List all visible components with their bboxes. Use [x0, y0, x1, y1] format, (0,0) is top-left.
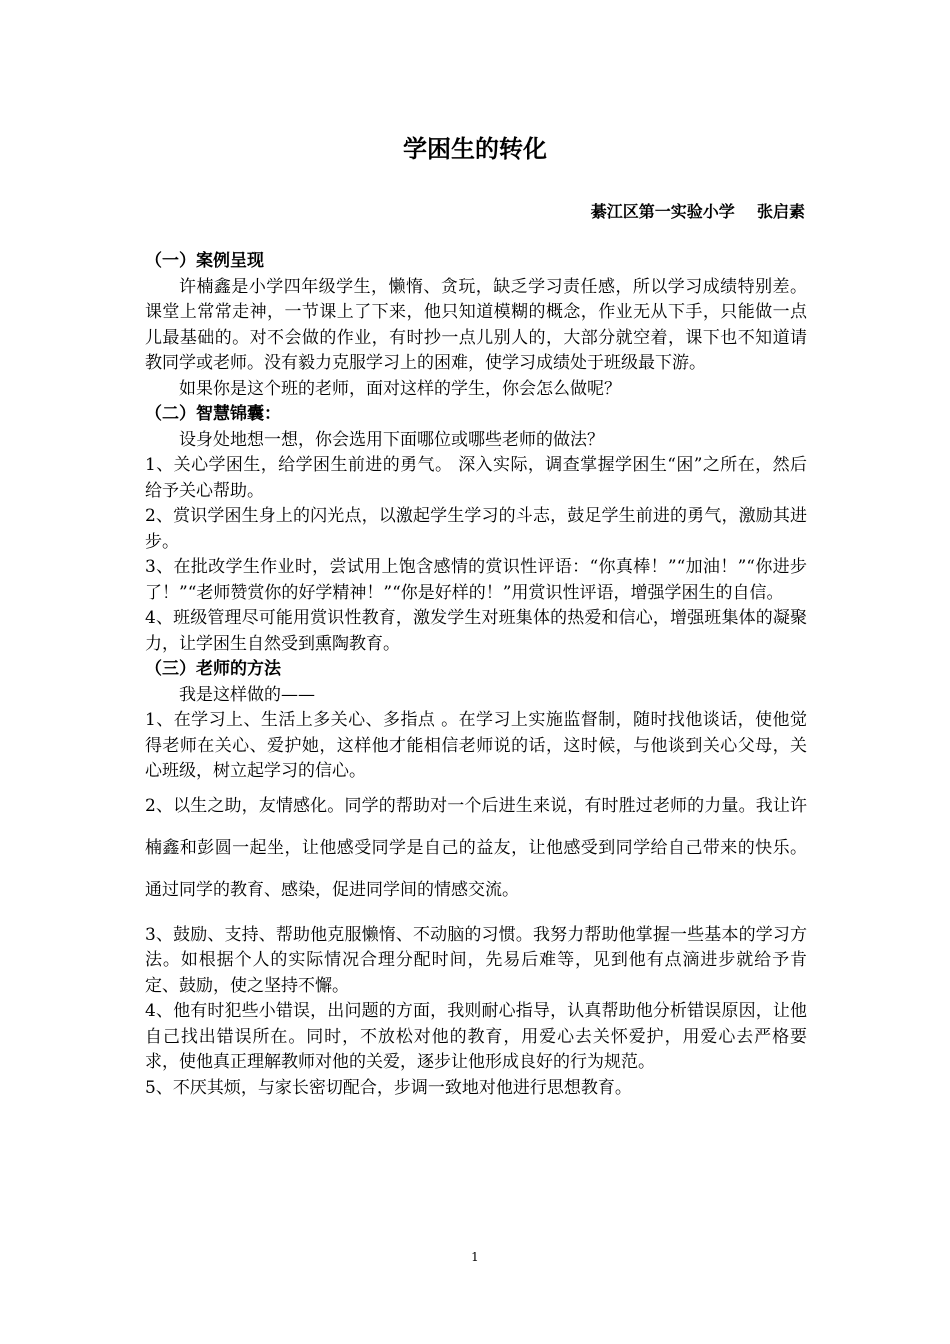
case-paragraph: 许楠鑫是小学四年级学生，懒惰、贪玩，缺乏学习责任感，所以学习成绩特别差。 课堂上常常走神，一节课上了下来，他只知道模糊的概念，作业无从下手，只能做一点儿最基础的。对不会做的作业，有时抄一点儿别人的，大部分就空着，课下也不知道请教同学或老师。没有毅力克服学习上的困难，使学习成绩处于班级最下游。	[145, 276, 807, 373]
section-heading-case: （一）案例呈现	[145, 251, 264, 271]
tips-item: 1、关心学困生，给学困生前进的勇气。 深入实际，调查掌握学困生“困”之所在，然后给予关心帮助。	[145, 455, 807, 501]
author-line: 綦江区第一实验小学 张启素	[590, 202, 805, 221]
method-item: 4、他有时犯些小错误，出问题的方面，我则耐心指导，认真帮助他分析错误原因，让他自己找出错误所在。同时，不放松对他的教育，用爱心去关怀爱护，用爱心去严格要求，使他真正理解教师对他的关爱，逐步让他形成良好的行为规范。	[145, 1001, 807, 1072]
method-item: 1、在学习上、生活上多关心、多指点 。在学习上实施监督制，随时找他谈话，使他觉得老师在关心、爱护她，这样他才能相信老师说的话，这时候，与他谈到关心父母，关心班级，树立起学习的信心。	[145, 710, 807, 781]
section-heading-method: （三）老师的方法	[145, 659, 281, 679]
tips-intro: 设身处地想一想，你会选用下面哪位或哪些老师的做法？	[179, 429, 604, 450]
method-item: 2、以生之助，友情感化。同学的帮助对一个后进生来说，有时胜过老师的力量。我让许楠鑫和彭圆一起坐，让他感受同学是自己的益友，让他感受到同学给自己带来的快乐。通过同学的教育、感染，促进同学间的情感交流。	[145, 795, 807, 900]
document-body	[145, 249, 807, 1101]
case-question: 如果你是这个班的老师，面对这样的学生，你会怎么做呢？	[179, 378, 621, 399]
section-heading-tips: （二）智慧锦囊：	[145, 404, 281, 424]
method-item: 3、鼓励、支持、帮助他克服懒惰、不动脑的习惯。我努力帮助他掌握一些基本的学习方法。如根据个人的实际情况合理分配时间，先易后难等，见到他有点滴进步就给予肯定、鼓励，使之坚持不懈。	[145, 924, 807, 996]
method-item: 5、不厌其烦，与家长密切配合，步调一致地对他进行思想教育。	[145, 1077, 632, 1098]
page-number: 1	[471, 1250, 479, 1264]
tips-item: 4、班级管理尽可能用赏识性教育，激发学生对班集体的热爱和信心，增强班集体的凝聚力，让学困生自然受到熏陶教育。	[145, 608, 807, 654]
tips-item: 3、在批改学生作业时，尝试用上饱含感情的赏识性评语：“你真棒！”“加油！”“你进步了！”“老师赞赏你的好学精神！”“你是好样的！”用赏识性评语，增强学困生的自信。	[145, 557, 807, 603]
tips-item: 2、赏识学困生身上的闪光点，以激起学生学习的斗志，鼓足学生前进的勇气，激励其进步。	[145, 506, 807, 552]
page-title: 学困生的转化	[403, 135, 547, 163]
method-intro: 我是这样做的——	[179, 684, 315, 705]
